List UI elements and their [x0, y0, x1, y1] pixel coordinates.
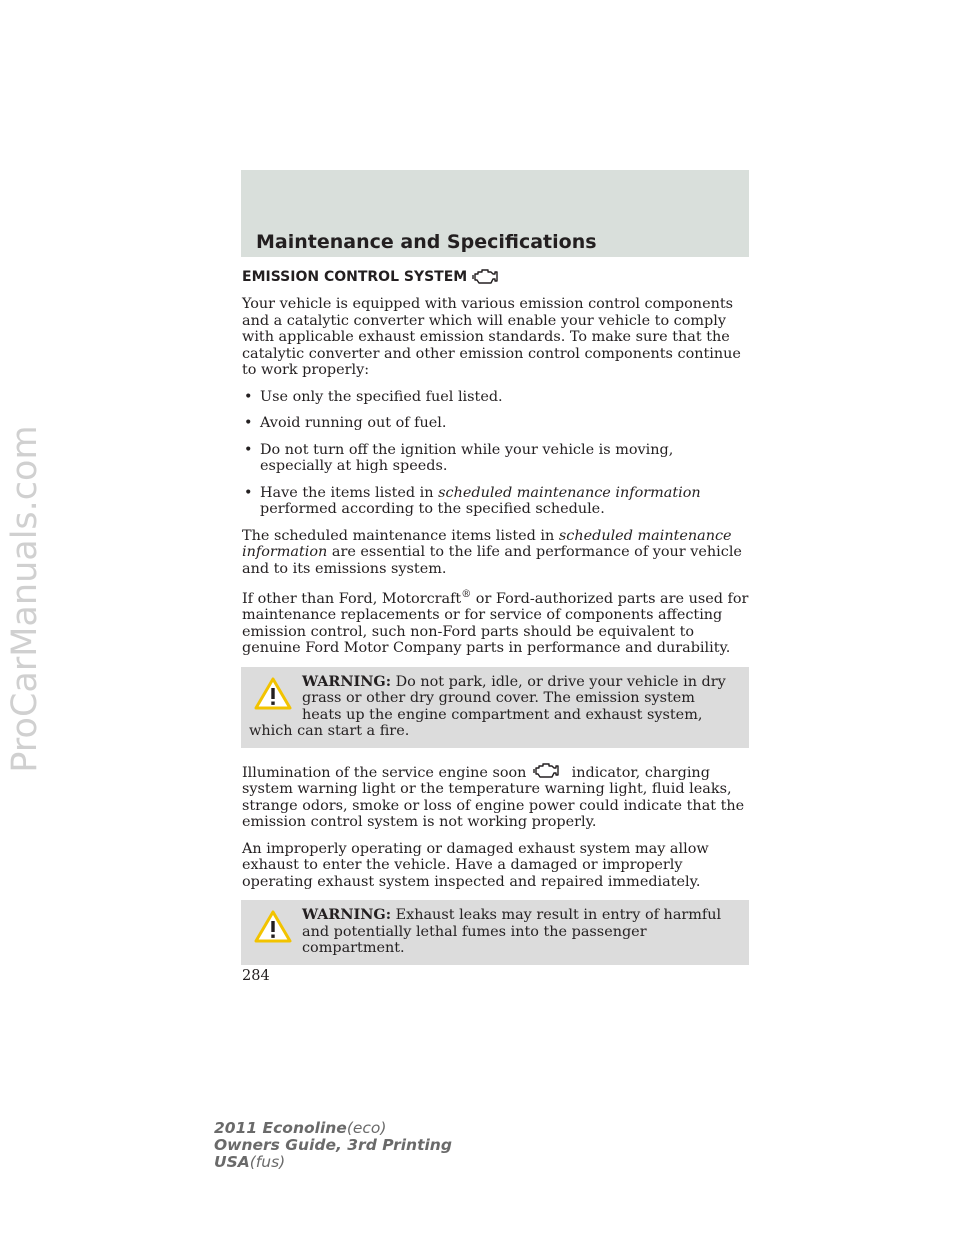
warning-label: WARNING:: [302, 672, 392, 690]
footer-line: [214, 1137, 452, 1154]
warning-text: Do not park, idle, or drive your vehicle in dry grass or other dry ground cover. The emission system heats up the engine compartment and exhaust system, which can start a fire.: [249, 673, 726, 740]
warning-triangle-icon: [254, 677, 292, 711]
section-heading-text: EMISSION CONTROL SYSTEM: [242, 268, 468, 285]
warning-label: WARNING:: [302, 906, 392, 924]
paragraph: [242, 587, 750, 657]
precaution-list: [242, 389, 750, 518]
list-item: [242, 485, 750, 518]
paragraph: [242, 528, 750, 578]
check-engine-icon: [471, 268, 499, 286]
warning-box: [241, 900, 749, 965]
footer-market-code: (fus): [249, 1153, 286, 1171]
section-header-band: [241, 170, 749, 257]
footer-line: [214, 1120, 452, 1137]
paragraph-text: indicator, charging system warning light or the temperature warning light, fluid leaks, strange odors, smoke or loss of engine power could indicate that the emission control system is not working properly.: [242, 764, 745, 831]
paragraph-text: The scheduled maintenance items listed in: [242, 527, 559, 544]
document-footer: [214, 1120, 452, 1171]
list-item-text: performed according to the specified schedule.: [260, 501, 605, 517]
list-item-text: Have the items listed in: [260, 484, 439, 501]
paragraph-text: If other than Ford, Motorcraft: [242, 590, 462, 607]
paragraph-text: Illumination of the service engine soon: [242, 764, 532, 781]
section-heading: [242, 268, 750, 286]
list-item: • Use only the specified fuel listed.: [242, 389, 750, 406]
cross-reference: scheduled maintenance information: [438, 484, 701, 501]
warning-text: Exhaust leaks may result in entry of harmful and potentially lethal fumes into the passenger compartment.: [302, 907, 722, 957]
paragraph-text: or Ford-authorized parts are used for maintenance replacements or for service of components affecting emission control, such non-Ford parts should be equivalent to genuine Ford Motor Company parts in performance and durability.: [242, 590, 749, 657]
footer-model: 2011 Econoline: [214, 1119, 347, 1137]
registered-mark: ®: [461, 589, 472, 600]
warning-triangle-icon: [254, 910, 292, 944]
footer-line: [214, 1154, 452, 1171]
intro-paragraph: Your vehicle is equipped with various emission control components and a catalytic converter which will enable your vehicle to comply with applicable exhaust emission standards. To make sure that the catalytic converter and other emission control components continue to work properly:: [242, 296, 741, 378]
watermark: ProCarManuals.com: [5, 425, 45, 773]
list-item: • Avoid running out of fuel.: [242, 415, 750, 432]
footer-model-code: (eco): [346, 1119, 387, 1137]
warning-box: [241, 667, 749, 748]
service-engine-soon-icon: [531, 763, 567, 780]
paragraph-text: are essential to the life and performance of your vehicle and to its emissions system.: [242, 544, 742, 577]
footer-market: USA: [214, 1153, 250, 1171]
page-number: 284: [242, 968, 270, 984]
page-title: Maintenance and Specifications: [256, 231, 597, 253]
paragraph: An improperly operating or damaged exhaust system may allow exhaust to enter the vehicle. Have a damaged or improperly operating exhaust system inspected and repaired immediately.: [242, 840, 709, 890]
page-content: [242, 268, 750, 980]
list-item: • Do not turn off the ignition while your vehicle is moving, especially at high speeds.: [242, 442, 750, 475]
cross-reference: scheduled maintenance information: [242, 527, 732, 560]
paragraph: [242, 763, 750, 831]
footer-edition: Owners Guide, 3rd Printing: [214, 1136, 452, 1154]
